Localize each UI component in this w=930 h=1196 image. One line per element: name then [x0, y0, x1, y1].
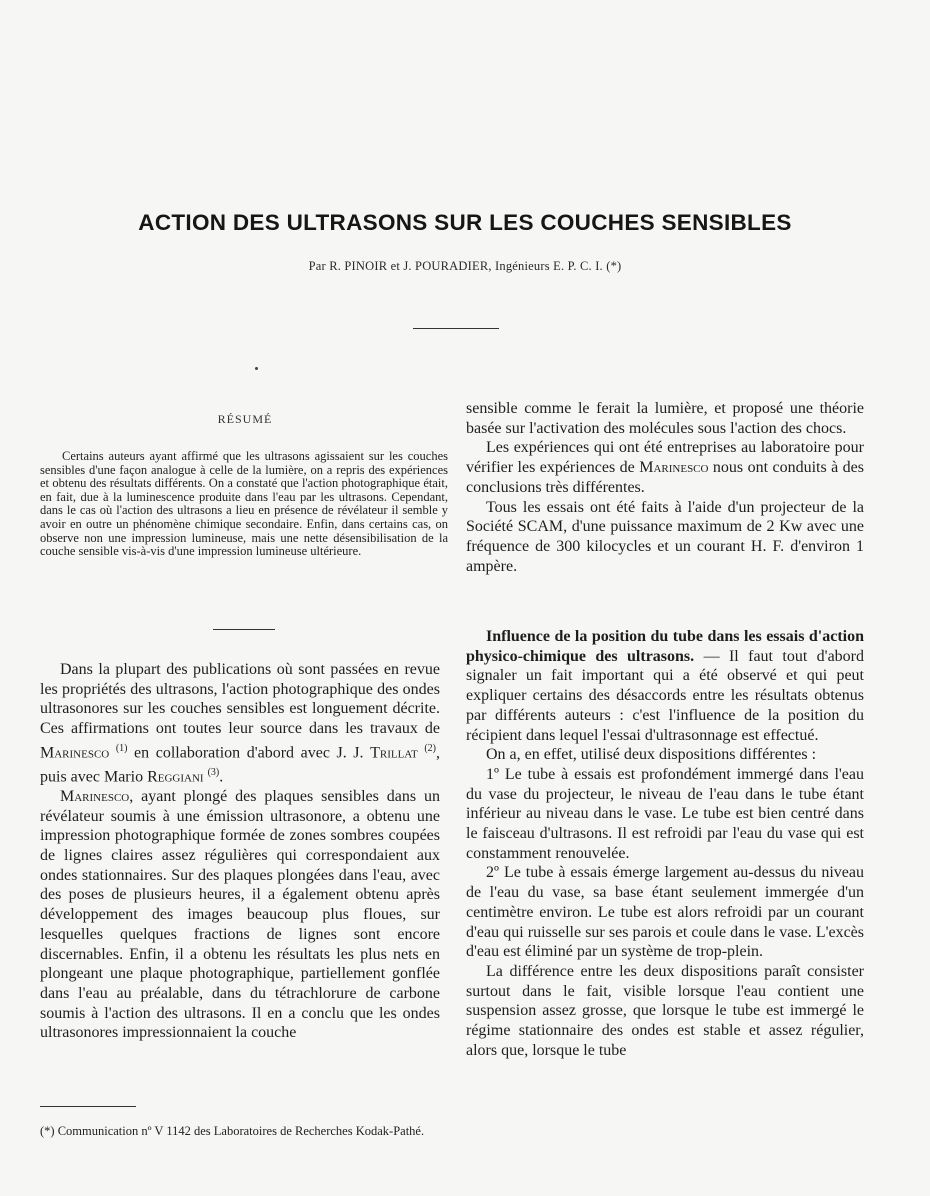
left-column — [40, 660, 440, 1043]
reference-marker: (1) — [115, 742, 128, 754]
section-paragraph: Influence de la position du tube dans les essais d'action physico-chimique des ultrasons. — Il faut tout d'abord signaler un fait important qui a été observé et qui peut expliquer certains des désaccords entre les résultats obtenus par différents auteurs : c'est l'influence de la position du récipient dans lequel l'essai d'ultrasonnage est effectué. — [466, 628, 864, 744]
abstract — [40, 450, 448, 559]
title-separator — [413, 328, 499, 329]
right-column-top — [466, 399, 864, 576]
dispositions-paragraph: On a, en effet, utilisé deux dispositions différentes : — [486, 746, 817, 764]
equipment-paragraph: Tous les essais ont été faits à l'aide d'un projecteur de la Société SCAM, d'une puissance maximum de 2 Kw avec une fréquence de 300 kilocycles et un courant H. F. d'environ 1 ampère. — [466, 498, 864, 575]
article-authors: Par R. PINOIR et J. POURADIER, Ingénieurs E. P. C. I. (*) — [308, 259, 622, 273]
reference-marker: (2) — [424, 742, 436, 754]
difference-paragraph: La différence entre les deux dispositions paraît consister surtout dans le fait, visible lorsque l'eau contient une suspension assez grosse, que lorsque le tube est immergé le régime stationnaire des ondes est stable et assez régulier, alors que, lorsque le tube — [466, 962, 864, 1059]
author-name: Marinesco — [60, 787, 130, 805]
continued-paragraph: sensible comme le ferait la lumière, et proposé une théorie basée sur l'activation des molécules sous l'action des chocs. — [466, 400, 864, 437]
section-heading: Influence de la position du tube dans les essais d'action physico-chimique des ultrasons. — [466, 628, 864, 665]
author-name: Marinesco — [639, 459, 709, 477]
abstract-text: Certains auteurs ayant affirmé que les ultrasons agissaient sur les couches sensibles d'une façon analogue à celle de la lumière, on a repris des expériences et obtenu des résultats différents. On a constaté que l'action photographique était, en fait, due à la luminescence produite dans l'eau par les ultrasons. Cependant, dans le cas où l'action des ultrasons a lieu en présence de révélateur il semble y avoir en outre un phénomène chimique secondaire. Enfin, dans certains cas, on observe non une impression lumineuse, mais une nette désensibilisation de la couche sensible vis-à-vis d'une impression lumineuse ultérieure. — [40, 449, 448, 559]
disposition-2: 2º Le tube à essais émerge largement au-dessus du niveau de l'eau du vase, sa base étant seulement immergée d'un centimètre environ. Le tube est alors refroidi par un courant d'eau qui ruisselle sur ses parois et coule dans le vase. L'excès d'eau est éliminé par un système de trop-plein. — [466, 864, 864, 961]
author-name: Reggiani — [147, 768, 204, 786]
reference-marker: (3) — [207, 766, 220, 778]
footnote-separator — [40, 1106, 136, 1107]
intro-paragraph: Dans la plupart des publications où sont passées en revue les propriétés des ultrasons, l'action photographique des ondes ultrasonores sur les couches sensibles est longuement décrite. Ces affirmations ont toutes leur source dans les travaux de Marinesco $^{(1)}$ en collaboration d'abord avec J. J. Trillat $^{(2)}$, puis avec Mario Reggiani $^{(3)}$. — [40, 661, 440, 786]
disposition-1: 1º Le tube à essais est profondément immergé dans l'eau du vase du projecteur, le niveau de l'eau dans le tube étant inférieur au niveau dans le vase. Le tube est bien centré dans le faisceau d'ultrasons. Il est refroidi par l'eau du vase qui est constamment renouvelée. — [466, 765, 864, 862]
marinesco-paragraph: Marinesco, ayant plongé des plaques sensibles dans un révélateur soumis à une émission ultrasonore, a obtenu une impression photographique formée de zones sombres coupées de lignes claires assez régulières qui correspondaient aux ondes stationnaires. Sur des plaques plongées dans l'eau, avec des poses de plusieurs heures, il a également obtenu après développement des images beaucoup plus floues, sur lesquelles quelques fractions de lignes sont encore discernables. Enfin, il a obtenu les résultats les plus nets en plongeant une plaque photographique, partiellement gonflée dans l'eau au préalable, dans du tétrachlorure de carbone soumis à l'action des ultrasons. Il en a conclu que les ondes ultrasonores impressionnaient la couche — [40, 787, 440, 1042]
experiments-paragraph: Les expériences qui ont été entreprises au laboratoire pour vérifier les expériences de Marinesco nous ont conduits à des conclusions très différentes. — [466, 439, 864, 496]
author-name: Marinesco — [40, 744, 110, 762]
author-name: Trillat — [370, 744, 418, 762]
abstract-separator — [213, 629, 275, 630]
ink-mark — [255, 367, 258, 370]
article-title: ACTION DES ULTRASONS SUR LES COUCHES SENSIBLES — [138, 210, 792, 235]
footnote: (*) Communication nº V 1142 des Laboratoires de Recherches Kodak-Pathé. — [40, 1124, 425, 1138]
abstract-heading: RÉSUMÉ — [217, 412, 273, 426]
right-column-bottom — [466, 627, 864, 1060]
